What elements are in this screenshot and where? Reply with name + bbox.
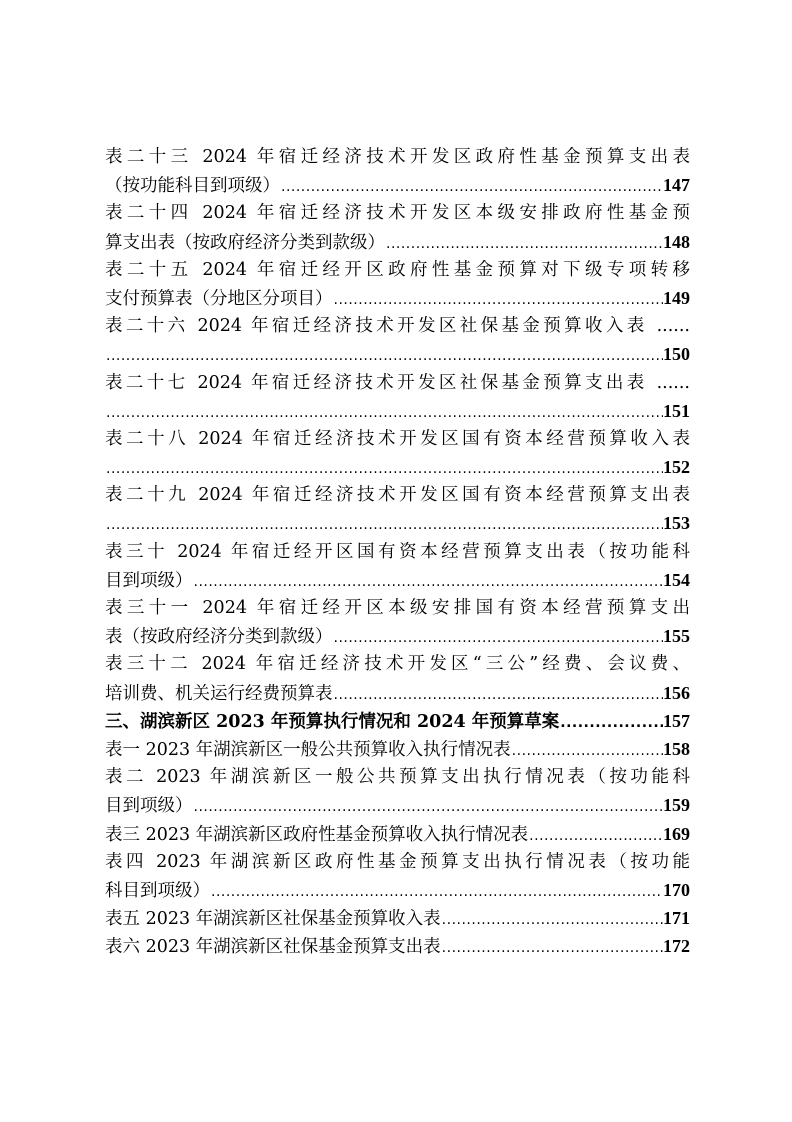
toc-entry-title: 目到项级） [105,796,193,817]
page-number: 170 [663,879,690,900]
toc-section-heading[interactable] [105,707,690,735]
toc-entry-title: 表三 2023 年湖滨新区政府性基金预算收入执行情况表 [105,824,529,845]
toc-entry[interactable] [105,425,690,481]
toc-entry-title: 表二十八 2024 年宿迁经济技术开发区国有资本经营预算收入表 [105,428,690,449]
toc-entry-title: 表二十四 2024 年宿迁经济技术开发区本级安排政府性基金预 [105,203,690,224]
toc-entry[interactable] [105,820,690,848]
page-number: 154 [663,569,690,590]
page-number: 155 [663,626,690,647]
toc-entry-title: 表一 2023 年湖滨新区一般公共预算收入执行情况表 [105,739,511,760]
toc-entry-title: 表二十六 2024 年宿迁经济技术开发区社保基金预算收入表 ...... [105,316,690,337]
toc-entry-title: 支付预算表（分地区分项目） [105,288,333,309]
dot-leader [193,568,664,594]
dot-leader [105,342,663,368]
toc-entry-last-line [105,509,690,537]
toc-entry-last-line [105,932,690,960]
page-number: 152 [663,457,690,478]
toc-entry[interactable] [105,199,690,255]
toc-entry-title: 表二十七 2024 年宿迁经济技术开发区社保基金预算支出表 ...... [105,372,690,393]
dot-leader [385,230,663,256]
dot-leader [105,455,663,481]
toc-entry-last-line [105,453,690,481]
toc-entry-title: 表五 2023 年湖滨新区社保基金预算收入表 [105,909,441,930]
dot-leader [105,399,663,425]
toc-entry-last-line [105,284,690,312]
toc-entry-title: 表四 2023 年湖滨新区政府性基金预算支出执行情况表（按功能 [105,851,690,872]
toc-entry-title: 表三十一 2024 年宿迁经开区本级安排国有资本经营预算支出 [105,598,690,618]
dot-leader [193,793,664,819]
toc-entry[interactable] [105,143,690,199]
toc-entry-last-line [105,397,690,425]
toc-entry[interactable] [105,932,690,960]
toc-entry-last-line [105,679,690,707]
dot-leader [210,878,663,904]
toc-entry[interactable] [105,848,690,904]
toc-entry[interactable] [105,594,690,650]
toc-entry-last-line [105,791,690,819]
toc-entry[interactable] [105,481,690,537]
toc-entry-last-line [105,622,690,650]
toc-entry-title: 目到项级） [105,570,193,591]
toc-entry[interactable] [105,650,690,706]
toc-entry-title: 培训费、机关运行经费预算表 [105,683,333,704]
toc-entry-title: 算支出表（按政府经济分类到款级） [105,232,385,253]
page-number: 171 [663,908,690,929]
toc-entry-last-line [105,566,690,594]
toc-entry-last-line [105,707,690,735]
toc-entry-title: 表二十九 2024 年宿迁经济技术开发区国有资本经营预算支出表 [105,485,690,506]
page-number: 150 [663,344,690,365]
page-number: 147 [663,175,690,196]
dot-leader [333,286,664,312]
toc-entry-last-line [105,228,690,256]
toc-entry-title: 科目到项级） [105,880,210,901]
toc-entry-last-line [105,876,690,904]
dot-leader [441,934,663,960]
table-of-contents [105,143,690,960]
toc-entry-title: 表二十五 2024 年宿迁经开区政府性基金预算对下级专项转移 [105,259,690,280]
page-number: 159 [663,795,690,816]
toc-entry[interactable] [105,256,690,312]
toc-entry[interactable] [105,763,690,819]
page-number: 153 [663,513,690,534]
dot-leader [280,173,663,199]
toc-entry[interactable] [105,312,690,368]
toc-entry-last-line [105,904,690,932]
page-number: 148 [663,231,690,252]
dot-leader [511,737,663,763]
toc-entry[interactable] [105,904,690,932]
page-number: 169 [663,823,690,844]
page-number: 157 [663,710,690,731]
page-number: 156 [663,682,690,703]
page-number: 158 [663,738,690,759]
toc-entry-last-line [105,820,690,848]
toc-entry-last-line [105,340,690,368]
toc-entry-title: 表六 2023 年湖滨新区社保基金预算支出表 [105,937,441,958]
dot-leader [559,709,663,735]
dot-leader [441,906,663,932]
toc-entry-title: 表二 2023 年湖滨新区一般公共预算支出执行情况表（按功能科 [105,767,690,788]
dot-leader [528,822,663,848]
toc-entry-title: 三、湖滨新区 2023 年预算执行情况和 2024 年预算草案 [105,711,560,732]
page-number: 149 [663,287,690,308]
dot-leader [105,511,663,537]
toc-entry-title: （按功能科目到项级） [105,176,280,197]
toc-entry-last-line [105,735,690,763]
page-number: 151 [663,400,690,421]
page-number: 172 [663,936,690,957]
dot-leader [333,681,664,707]
toc-entry-title: 表三十二 2024 年宿迁经济技术开发区“三公”经费、会议费、 [105,654,690,675]
dot-leader [333,624,664,650]
toc-entry-last-line [105,171,690,199]
toc-entry-title: 表二十三 2024 年宿迁经济技术开发区政府性基金预算支出表 [105,147,690,167]
toc-entry[interactable] [105,538,690,594]
toc-entry[interactable] [105,369,690,425]
toc-entry[interactable] [105,735,690,763]
toc-entry-title: 表（按政府经济分类到款级） [105,627,333,648]
toc-entry-title: 表三十 2024 年宿迁经开区国有资本经营预算支出表（按功能科 [105,541,690,562]
